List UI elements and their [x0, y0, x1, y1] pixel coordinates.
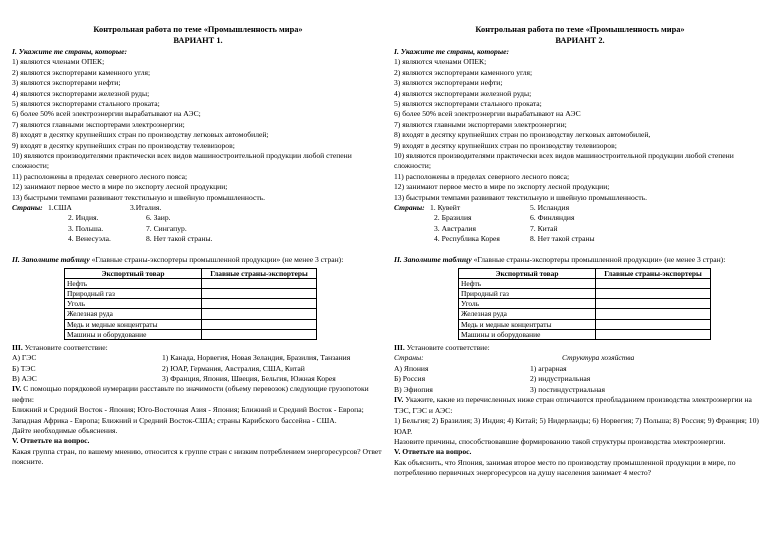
table-cell: Природный газ — [65, 288, 202, 298]
task-4-intro — [12, 384, 384, 405]
match-col2-heading: Структура хозяйства — [562, 353, 635, 363]
task-1-heading: I. Укажите те страны, которые: — [12, 47, 127, 56]
variant-2-number: ВАРИАНТ 2. — [555, 36, 605, 45]
country-option: 3. Польша. — [68, 223, 104, 233]
list-item: 5) являются экспортерами стального проката; — [394, 99, 542, 109]
list-item: 12) занимают первое место в мире по экспорту лесной продукции; — [12, 182, 228, 192]
country-option: 2. Бразилия — [434, 213, 472, 223]
task-2-text: «Главные страны-экспортеры промышленной продукции» (не менее 3 стран): — [89, 255, 344, 265]
task-1-heading: I. Укажите те страны, которые: — [394, 47, 509, 56]
list-item: 2) являются экспортерами каменного угля; — [12, 67, 151, 77]
match-right-item: 2) ЮАР, Германия, Австралия, США, Китай — [162, 363, 305, 373]
table-row — [459, 299, 711, 309]
task-1-list — [12, 57, 384, 203]
table-cell: Железная руда — [459, 309, 596, 319]
list-item: 10) являются производителями практически всех видов машиностроительной продукции любой степени сложности; — [12, 151, 352, 171]
table-cell: Уголь — [459, 299, 596, 309]
country-option: 7. Сингапур. — [146, 223, 187, 233]
task-3-matching — [394, 353, 766, 395]
task-2-text: «Главные страны-экспортеры промышленной продукции» (не менее 3 стран): — [471, 255, 726, 265]
variant-2-title: Контрольная работа по теме «Промышленность мира» — [475, 25, 685, 34]
task-5-heading: V. Ответьте на вопрос. — [394, 447, 472, 457]
list-item: 13) быстрыми темпами развивают текстильную и швейную промышленность. — [12, 192, 266, 202]
table-row — [65, 319, 317, 329]
table-row — [459, 319, 711, 329]
task-4-end: Дайте необходимые объяснения. — [12, 425, 118, 435]
table-header: Главные страны-экспортеры — [202, 268, 317, 278]
task-4-text: Укажите, какие из перечисленных ниже стран отличаются преобладанием производства электроэнергии на ТЭС, ГЭС и АЭС: — [394, 395, 752, 415]
variant-2-page — [394, 24, 766, 479]
table-row — [65, 288, 317, 298]
task-5-heading: V. Ответьте на вопрос. — [12, 436, 90, 446]
task-3-matching — [12, 353, 384, 384]
task-3-heading: III. — [394, 342, 405, 352]
table-row — [65, 309, 317, 319]
variant-1-page — [12, 24, 384, 468]
answer-cell[interactable] — [596, 278, 711, 288]
country-option: 4. Республика Корея — [434, 234, 500, 244]
exports-table — [458, 268, 711, 340]
answer-cell[interactable] — [596, 288, 711, 298]
table-row — [459, 309, 711, 319]
countries-label: Страны: — [394, 203, 425, 213]
table-cell: Машины и оборудование — [65, 329, 202, 339]
variant-1-number: ВАРИАНТ 1. — [173, 36, 223, 45]
answer-cell[interactable] — [596, 319, 711, 329]
country-option: 6. Заир. — [146, 213, 171, 223]
table-cell: Природный газ — [459, 288, 596, 298]
match-col1-heading: Страны: — [394, 353, 424, 363]
answer-cell[interactable] — [202, 319, 317, 329]
table-cell: Уголь — [65, 299, 202, 309]
country-option: 1. Кувейт — [430, 203, 461, 213]
table-cell: Медь и медные концентраты — [65, 319, 202, 329]
list-item: 9) входят в десятку крупнейших стран по производству телевизоров; — [12, 140, 235, 150]
list-item: 4) являются экспортерами железной руды; — [12, 88, 150, 98]
table-cell: Медь и медные концентраты — [459, 319, 596, 329]
exports-table — [64, 268, 317, 340]
table-header-row — [65, 268, 317, 278]
task-4-heading: IV. — [394, 395, 404, 405]
task-3-intro — [12, 343, 384, 353]
country-option: 2. Индия. — [68, 213, 99, 223]
task-2-heading: II. Заполните таблицу — [394, 255, 472, 265]
match-right-item: 1) Канада, Норвегия, Новая Зеландия, Бразилия, Танзания — [162, 353, 351, 363]
task-3-intro — [394, 343, 766, 353]
task-4-body: 1) Бельгия; 2) Бразилия; 3) Индия; 4) Китай; 5) Нидерланды; 6) Норвегия; 7) Польша; 8) Россия; 9) Франция; 10) ЮАР. — [394, 416, 759, 436]
list-item: 6) более 50% всей электроэнергии вырабатывают на АЭС; — [12, 109, 201, 119]
list-item: 4) являются экспортерами железной руды; — [394, 88, 532, 98]
match-left-item: А) ГЭС — [12, 353, 37, 363]
country-option: 3.Италия. — [130, 203, 162, 213]
country-option: 1.США — [48, 203, 72, 213]
country-option: 3. Австралия — [434, 223, 476, 233]
variant-1-title: Контрольная работа по теме «Промышленность мира» — [93, 25, 303, 34]
table-header: Главные страны-экспортеры — [596, 268, 711, 278]
country-option: 8. Нет такой страны. — [146, 234, 213, 244]
task-4-body: Ближний и Средний Восток - Япония; Юго-Восточная Азия - Япония; Ближний и Средний Восток - Европа; Западная Африка - Европа; Ближний и Средний Восток-США; страны Карибского бассейна - США. — [12, 405, 364, 425]
list-item: 11) расположены в пределах северного лесного пояса; — [12, 171, 188, 181]
list-item: 3) являются экспортерами нефти; — [12, 78, 121, 88]
task-3-heading: III. — [12, 342, 23, 352]
country-option: 4. Венесуэла. — [68, 234, 111, 244]
list-item: 6) более 50% всей электроэнергии вырабатывают на АЭС — [394, 109, 581, 119]
task-3-text: Установите соответствие: — [22, 342, 108, 352]
answer-cell[interactable] — [202, 329, 317, 339]
answer-cell[interactable] — [596, 309, 711, 319]
table-row — [459, 288, 711, 298]
countries-label: Страны: — [12, 203, 43, 213]
table-cell: Нефть — [65, 278, 202, 288]
table-header: Экспортный товар — [65, 268, 202, 278]
countries-block — [394, 203, 766, 255]
country-option: 6. Финляндия — [530, 213, 575, 223]
task-5-text: Какая группа стран, по вашему мнению, относится к группе стран с низким потреблением энергоресурсов? Ответ поясните. — [12, 446, 382, 467]
match-right-item: 3) постиндустриальная — [530, 384, 606, 394]
list-item: 8) входят в десятку крупнейших стран по производству легковых автомобилей; — [12, 130, 269, 140]
task-4-end: Назовите причины, способствовавшие формированию такой структуры производства электроэнергии. — [394, 436, 726, 446]
list-item: 9) входят в десятку крупнейших стран по производству телевизоров; — [394, 140, 617, 150]
list-item: 1) являются членами ОПЕК; — [394, 57, 487, 67]
match-right-item: 3) Франция, Япония, Швеция, Бельгия, Южная Корея — [162, 374, 336, 384]
table-cell: Нефть — [459, 278, 596, 288]
table-cell: Машины и оборудование — [459, 329, 596, 339]
list-item: 7) являются главными экспортерами электроэнергии; — [12, 119, 185, 129]
list-item: 8) входят в десятку крупнейших стран по производству легковых автомобилей, — [394, 130, 651, 140]
table-header: Экспортный товар — [459, 268, 596, 278]
match-left-item: В) АЭС — [12, 374, 37, 384]
answer-cell[interactable] — [202, 288, 317, 298]
list-item: 3) являются экспортерами нефти; — [394, 78, 503, 88]
task-2-intro — [12, 255, 384, 265]
list-item: 11) расположены в пределах северного лесного пояса; — [394, 171, 570, 181]
table-row — [65, 278, 317, 288]
match-right-item: 1) аграрная — [530, 363, 567, 373]
answer-cell[interactable] — [202, 309, 317, 319]
match-left-item: Б) Россия — [394, 374, 426, 384]
table-row — [65, 329, 317, 339]
country-option: 7. Китай — [530, 223, 558, 233]
answer-cell[interactable] — [202, 299, 317, 309]
answer-cell[interactable] — [596, 299, 711, 309]
answer-cell[interactable] — [596, 329, 711, 339]
match-left-item: В) Эфиопия — [394, 384, 433, 394]
task-4-text: С помощью порядковой нумерации расставьте по значимости (объему перевозок) следующие грузопотоки нефти: — [12, 384, 369, 404]
table-header-row — [459, 268, 711, 278]
list-item: 13) быстрыми темпами развивают текстильную и швейную промышленность. — [394, 192, 648, 202]
task-4-heading: IV. — [12, 384, 22, 394]
match-left-item: А) Япония — [394, 363, 429, 373]
table-row — [459, 329, 711, 339]
task-5-text: Как объяснить, что Япония, занимая второе место по производству промышленной продукции в мире, по потреблению первичных энергоресурсов на душу населения занимает 4 место? — [394, 457, 736, 478]
match-right-item: 2) индустриальная — [530, 374, 591, 384]
countries-block — [12, 203, 384, 255]
list-item: 2) являются экспортерами каменного угля; — [394, 67, 533, 77]
match-left-item: Б) ТЭС — [12, 363, 36, 373]
country-option: 8. Нет такой страны — [530, 234, 595, 244]
task-4-intro — [394, 395, 766, 416]
list-item: 12) занимают первое место в мире по экспорту лесной продукции; — [394, 182, 610, 192]
task-2-heading: II. Заполните таблицу — [12, 255, 90, 265]
answer-cell[interactable] — [202, 278, 317, 288]
task-2-intro — [394, 255, 766, 265]
task-3-text: Установите соответствие: — [404, 342, 490, 352]
table-row — [459, 278, 711, 288]
list-item: 10) являются производителями практически всех видов машиностроительной продукции любой степени сложности; — [394, 151, 734, 171]
country-option: 5. Исландия — [530, 203, 570, 213]
list-item: 5) являются экспортерами стального проката; — [12, 99, 160, 109]
table-row — [65, 299, 317, 309]
list-item: 1) являются членами ОПЕК; — [12, 57, 105, 67]
table-cell: Железная руда — [65, 309, 202, 319]
list-item: 7) являются главными экспортерами электроэнергии; — [394, 119, 567, 129]
task-1-list — [394, 57, 766, 203]
